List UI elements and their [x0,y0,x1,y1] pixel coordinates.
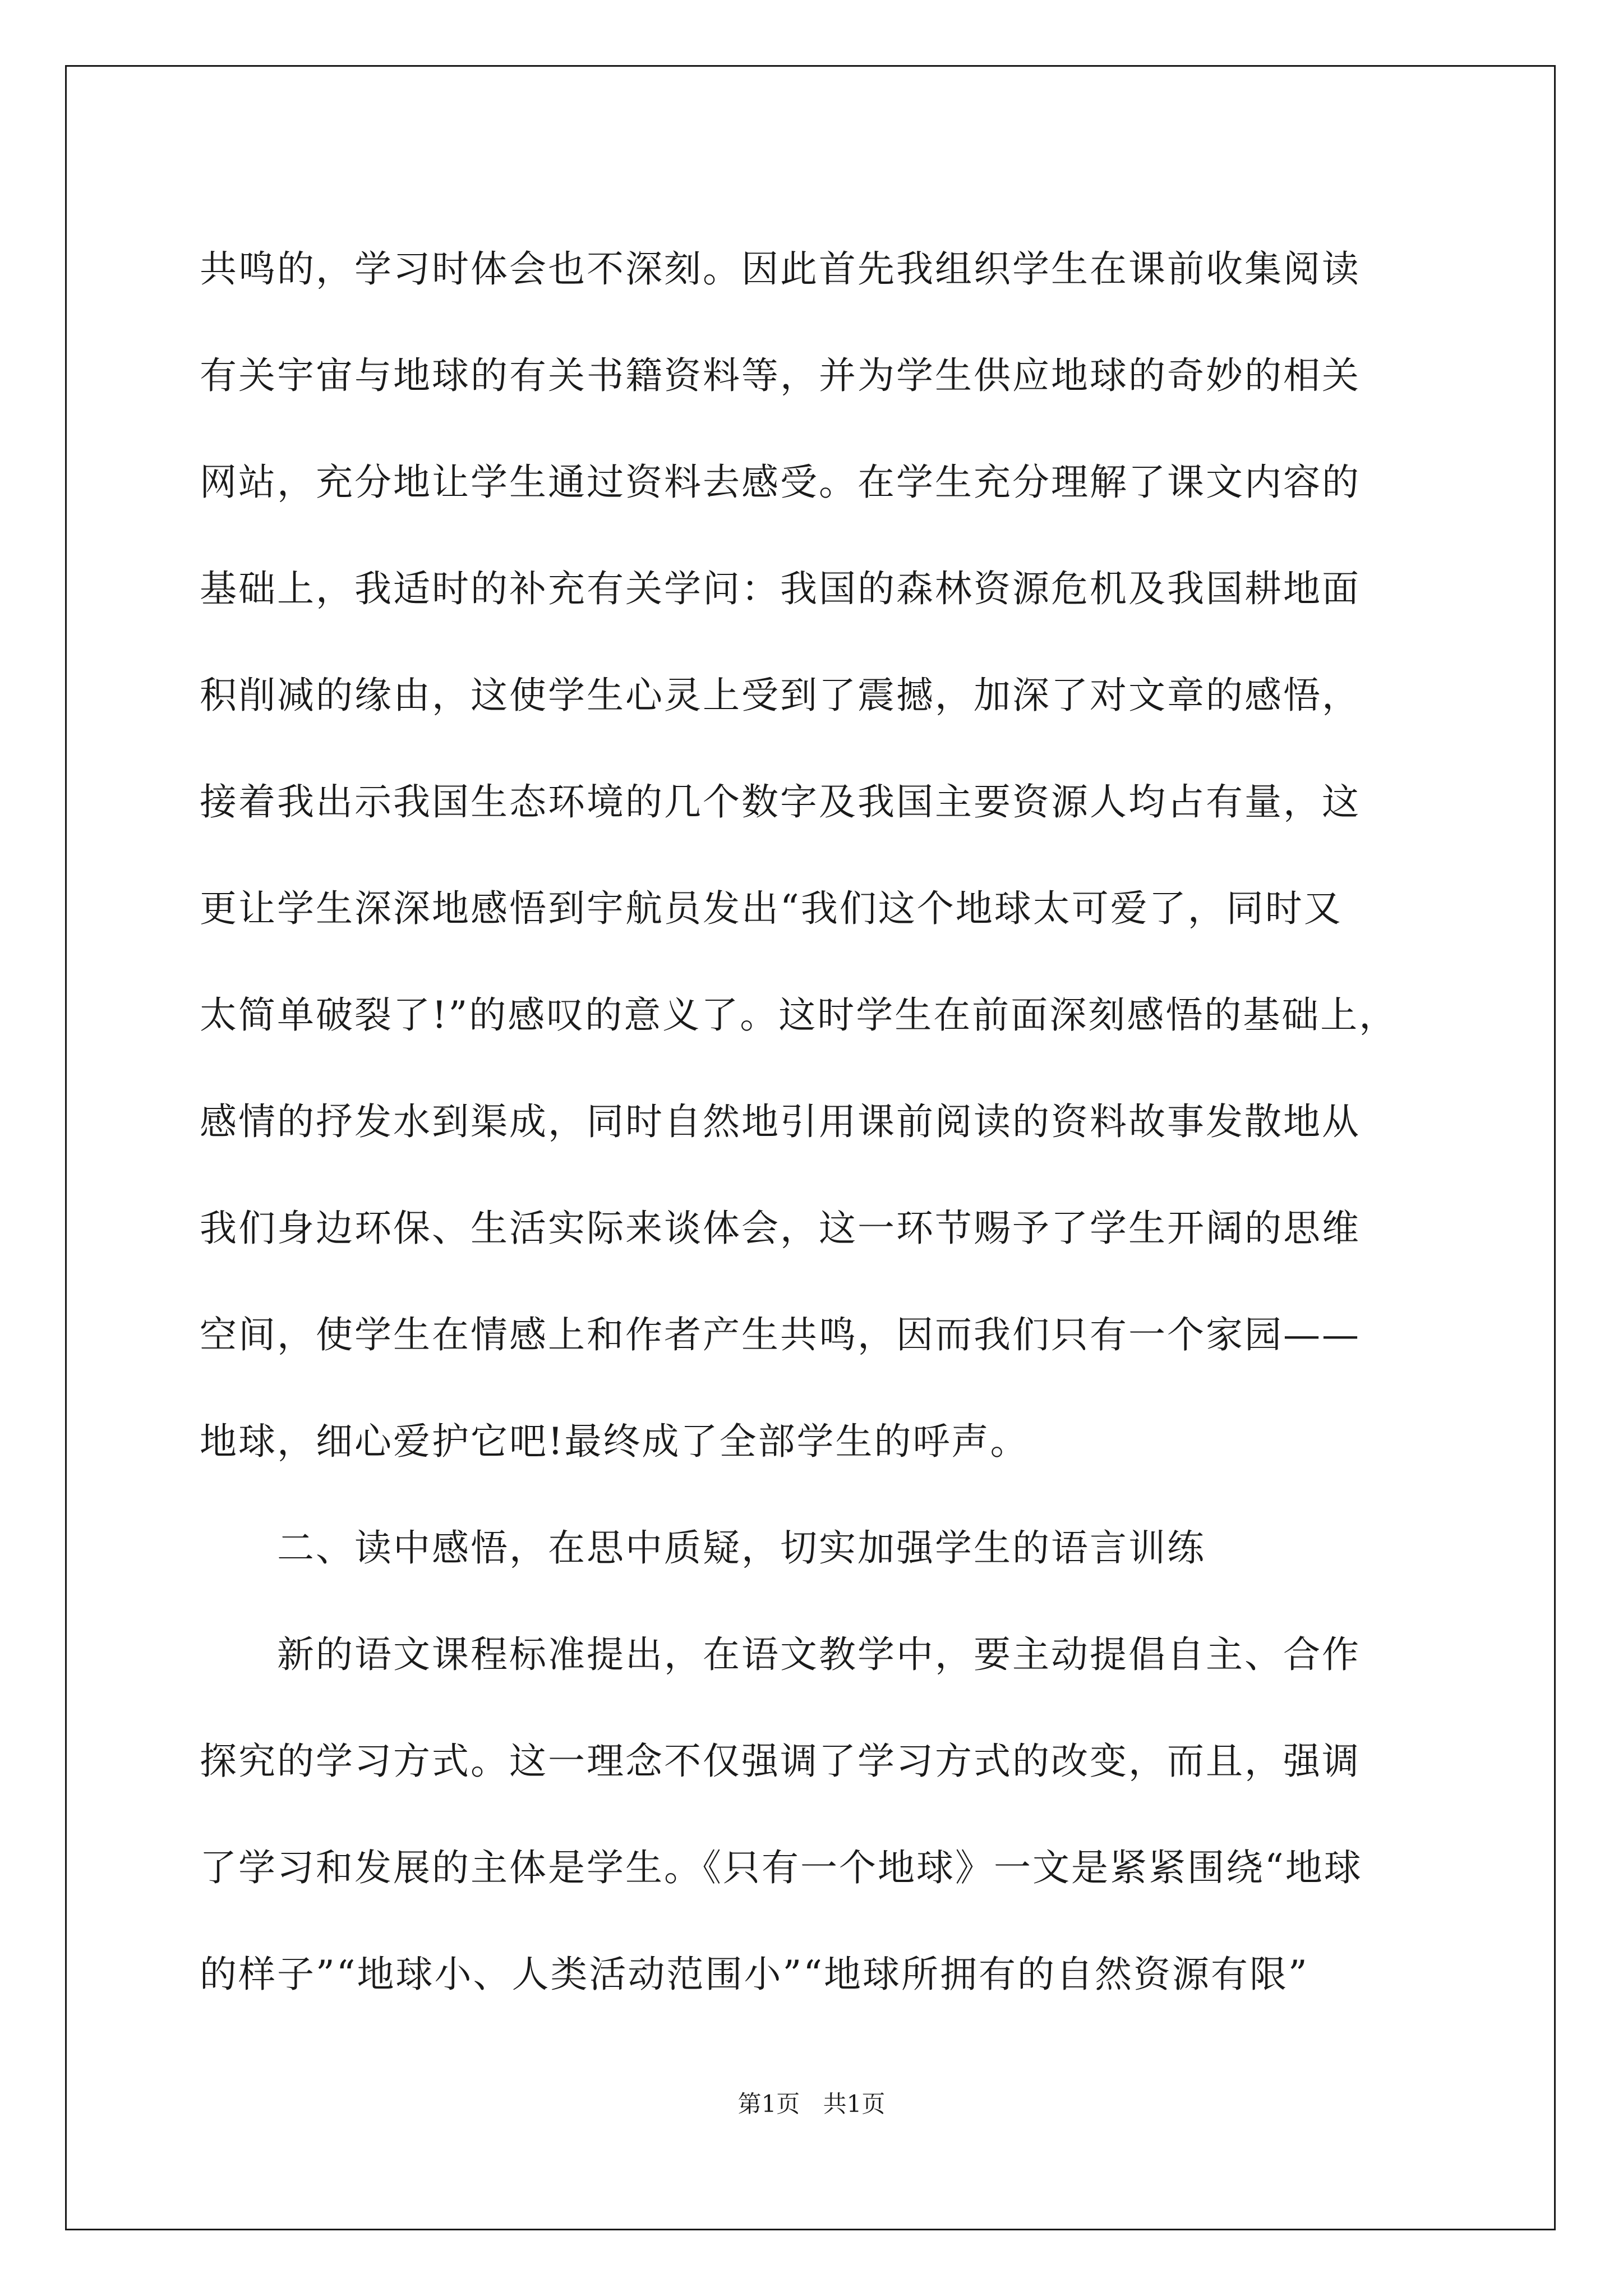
page-number: 第1页 [737,2090,800,2118]
page-total: 共1页 [823,2090,886,2118]
section-heading: 二、读中感悟，在思中质疑，切实加强学生的语言训练 [277,1526,1206,1570]
body-line: 地球，细心爱护它吧!最终成了全部学生的呼声。 [200,1420,1029,1463]
body-line: 基础上，我适时的补充有关学问：我国的森林资源危机及我国耕地面 [200,567,1361,610]
body-line: 新的语文课程标准提出，在语文教学中，要主动提倡自主、合作 [277,1633,1361,1676]
body-line: 的样子”“地球小、人类活动范围小”“地球所拥有的自然资源有限” [200,1953,1309,1996]
body-line: 我们身边环保、生活实际来谈体会，这一环节赐予了学生开阔的思维 [200,1207,1361,1250]
body-line: 空间，使学生在情感上和作者产生共鸣，因而我们只有一个家园—— [200,1313,1361,1356]
body-line: 接着我出示我国生态环境的几个数字及我国主要资源人均占有量，这 [200,780,1361,823]
body-line: 积削减的缘由，这使学生心灵上受到了震撼，加深了对文章的感悟， [200,674,1361,717]
body-line: 共鸣的，学习时体会也不深刻。因此首先我组织学生在课前收集阅读 [200,247,1361,291]
body-line: 网站，充分地让学生通过资料去感受。在学生充分理解了课文内容的 [200,461,1361,504]
body-line: 感情的抒发水到渠成，同时自然地引用课前阅读的资料故事发散地从 [200,1100,1361,1143]
body-line: 太简单破裂了!”的感叹的意义了。这时学生在前面深刻感悟的基础上， [200,993,1398,1037]
body-line: 探究的学习方式。这一理念不仅强调了学习方式的改变，而且，强调 [200,1740,1361,1783]
body-line: 有关宇宙与地球的有关书籍资料等，并为学生供应地球的奇妙的相关 [200,354,1361,397]
page-footer [0,2086,1623,2119]
document-body [200,216,1428,2028]
body-line: 了学习和发展的主体是学生。《只有一个地球》一文是紧紧围绕“地球 [200,1846,1363,1889]
body-line: 更让学生深深地感悟到宇航员发出“我们这个地球太可爱了，同时又 [200,887,1343,930]
